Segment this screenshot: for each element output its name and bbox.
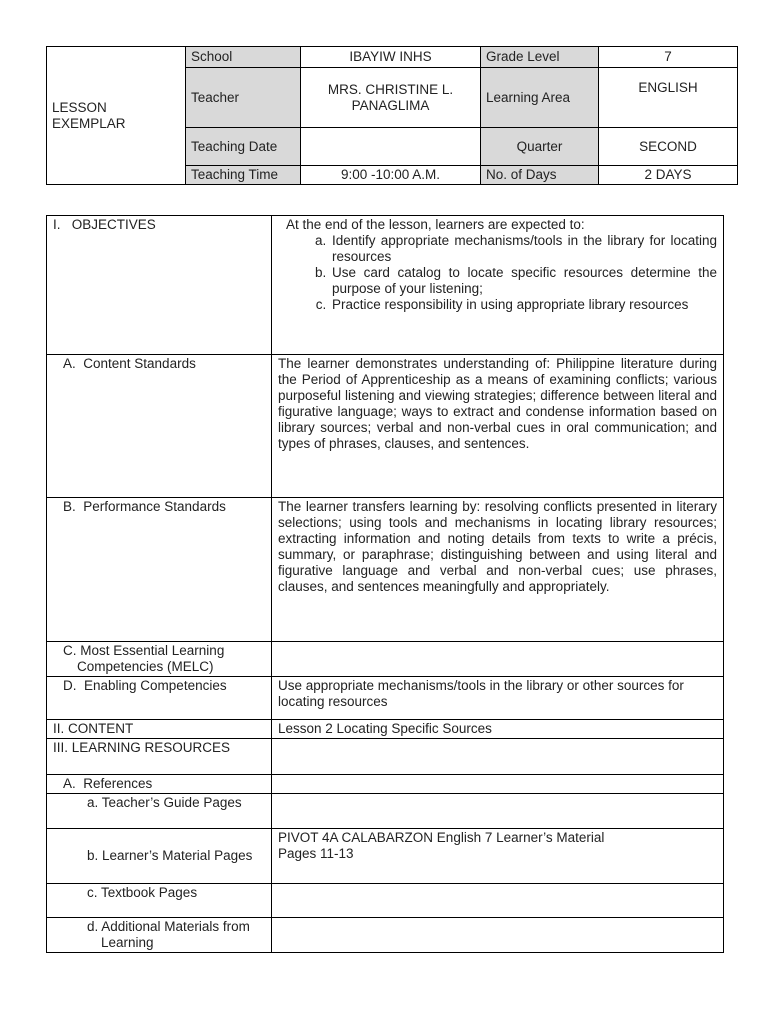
objectives-label: I. OBJECTIVES (47, 216, 272, 355)
learners-material-label: b. Learner’s Material Pages (47, 829, 272, 884)
objective-item: a. Identify appropriate mechanisms/tools in the library for locating resources (330, 233, 717, 265)
content-standards-label: A. Content Standards (47, 355, 272, 498)
lesson-header-table (46, 46, 738, 185)
objective-item: c. Practice responsibility in using appropriate library resources (330, 297, 717, 313)
no-of-days-value: 2 DAYS (599, 166, 738, 185)
teachers-guide-label: a. Teacher’s Guide Pages (47, 794, 272, 829)
learning-resources-label: III. LEARNING RESOURCES (47, 739, 272, 775)
textbook-pages-label: c. Textbook Pages (47, 884, 272, 918)
melc-text (272, 642, 724, 677)
melc-label: C. Most Essential Learning Competencies (MELC) (47, 642, 272, 677)
objectives-list (286, 233, 717, 313)
learning-resources-text (272, 739, 724, 775)
no-of-days-label: No. of Days (481, 166, 599, 185)
content-label: II. CONTENT (47, 720, 272, 739)
teaching-date-label: Teaching Date (186, 128, 301, 166)
enabling-competencies-text: Use appropriate mechanisms/tools in the library or other sources for locating resources (272, 677, 724, 720)
references-text (272, 775, 724, 794)
performance-standards-text: The learner transfers learning by: resolving conflicts presented in literary selections; using tools and mechanisms in locating library resources; extracting information and noting details from texts to write a précis, summary, or paraphrase; distinguishing between and using literal and figurative language and verbal and non-verbal cues; use phrases, clauses, and sentences meaningfully and appropriately. (272, 498, 724, 642)
grade-level-label: Grade Level (481, 47, 599, 68)
content-standards-text: The learner demonstrates understanding of: Philippine literature during the Period of Apprenticeship as a means of examining conflicts; various purposeful listening and viewing strategies; difference between literal and figurative language; ways to extract and condense information based on library sources; verbal and non-verbal cues in oral communication; and types of phrases, clauses, and sentences. (272, 355, 724, 498)
teaching-time-value: 9:00 -10:00 A.M. (301, 166, 481, 185)
learners-material-pages: Pages 11-13 (278, 846, 354, 861)
school-value: IBAYIW INHS (301, 47, 481, 68)
lesson-exemplar-label: LESSON EXEMPLAR (47, 47, 186, 185)
content-text: Lesson 2 Locating Specific Sources (272, 720, 724, 739)
teacher-label: Teacher (186, 68, 301, 128)
learning-area-value: ENGLISH (599, 68, 738, 128)
lesson-plan-table (46, 215, 724, 953)
teaching-date-value (301, 128, 481, 166)
school-label: School (186, 47, 301, 68)
learners-material-cell (272, 829, 724, 884)
performance-standards-label: B. Performance Standards (47, 498, 272, 642)
teacher-value: MRS. CHRISTINE L. PANAGLIMA (301, 68, 481, 128)
learning-area-label: Learning Area (481, 68, 599, 128)
enabling-competencies-label: D. Enabling Competencies (47, 677, 272, 720)
objective-item: b. Use card catalog to locate specific resources determine the purpose of your listening; (330, 265, 717, 297)
teaching-time-label: Teaching Time (186, 166, 301, 185)
additional-materials-label: d. Additional Materials from Learning (47, 918, 272, 953)
quarter-value: SECOND (599, 128, 738, 166)
objectives-cell (272, 216, 724, 355)
references-label: A. References (47, 775, 272, 794)
additional-materials-text (272, 918, 724, 953)
grade-level-value: 7 (599, 47, 738, 68)
quarter-label: Quarter (481, 128, 599, 166)
objectives-intro: At the end of the lesson, learners are expected to: (286, 217, 585, 232)
learners-material-text: PIVOT 4A CALABARZON English 7 Learner’s Material (278, 830, 605, 845)
textbook-pages-text (272, 884, 724, 918)
teachers-guide-text (272, 794, 724, 829)
